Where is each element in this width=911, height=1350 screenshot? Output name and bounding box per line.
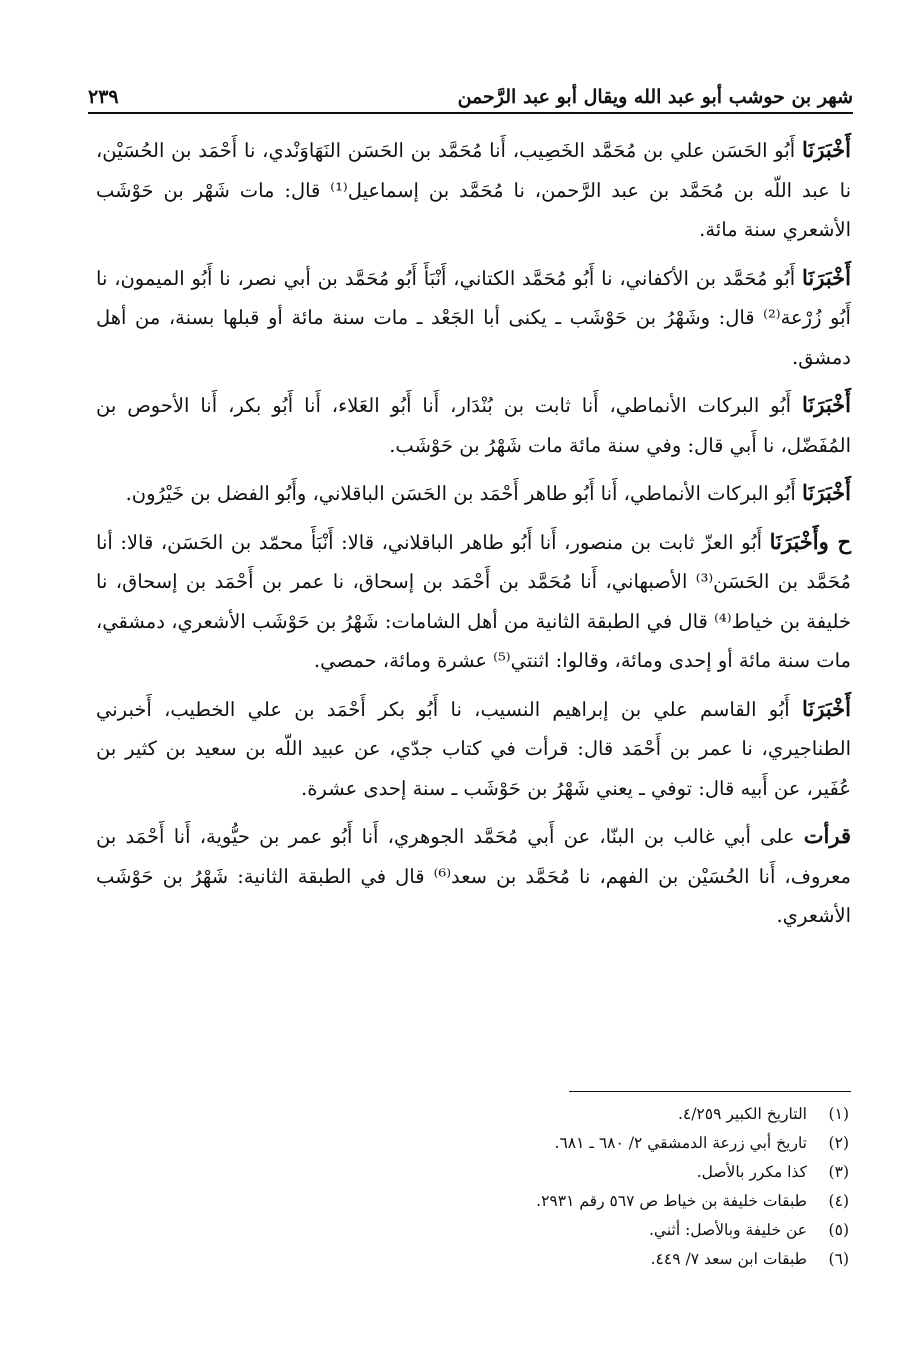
footnote-divider bbox=[569, 1091, 851, 1092]
main-text bbox=[96, 130, 851, 944]
footnote bbox=[100, 1187, 849, 1216]
footnote-text: طبقات ابن سعد ٧/ ٤٤٩. bbox=[650, 1250, 807, 1268]
footnote-number: (١) bbox=[828, 1105, 849, 1123]
paragraph bbox=[96, 522, 851, 681]
footnote bbox=[100, 1245, 849, 1274]
footnote bbox=[100, 1158, 849, 1187]
footnote-number: (٦) bbox=[828, 1250, 849, 1268]
paragraph-text: أَبُو القاسم علي بن إبراهيم النسيب، نا أَبُو بكر أَحْمَد بن علي الخطيب، أَخبرني الطناجيري، نا عمر بن أَحْمَد قال: قرأت في كتاب جدّي، عن عبيد اللّه بن سعيد بن كثير بن عُفَير، عن أَبيه قال: توفي ـ يعني شَهْرُ بن حَوْشَب ـ سنة إحدى عشرة. bbox=[96, 697, 851, 800]
paragraph-text: أَبُو الحَسَن علي بن مُحَمَّد الخَصِيب، أَنا مُحَمَّد بن الحَسَن النَهَاوَنْدي، نا أَحْمَد بن الحُسَيْن، نا عبد اللّه بن مُحَمَّد بن عبد الرَّحمن، نا مُحَمَّد بن إسماعيل⁽¹⁾ قال: مات شَهْر بن حَوْشَب الأشعري سنة مائة. bbox=[96, 139, 851, 241]
footnote-text: كذا مكرر بالأصل. bbox=[696, 1163, 807, 1181]
paragraph-text: أَبُو البركات الأنماطي، أَنا ثابت بن بُنْدَار، أَنا أَبُو العَلاء، أَنا أَبُو بكر، أَنا الأحوص بن المُفَضّل، نا أَبي قال: وفي سنة مائة مات شَهْرُ بن حَوْشَب. bbox=[96, 394, 851, 457]
paragraph-text: أَبُو البركات الأنماطي، أَنا أَبُو طاهر أَحْمَد بن الحَسَن الباقلاني، وأَبُو الفضل بن خَيْرُون. bbox=[125, 482, 803, 505]
paragraph bbox=[96, 689, 851, 809]
paragraph bbox=[96, 258, 851, 378]
paragraph-lead: قرأت bbox=[803, 823, 851, 848]
footnote-text: التاريخ الكبير ٤/٢٥٩. bbox=[677, 1105, 807, 1123]
footnote bbox=[100, 1100, 849, 1129]
paragraph bbox=[96, 385, 851, 465]
paragraph bbox=[96, 816, 851, 936]
page-number: ٢٣٩ bbox=[88, 86, 119, 108]
paragraph-lead: أَخْبَرَنَا bbox=[802, 392, 851, 417]
running-title: شهر بن حوشب أبو عبد الله ويقال أبو عبد الرَّحمن bbox=[457, 86, 853, 108]
footnote-number: (٣) bbox=[828, 1163, 849, 1181]
paragraph-lead: أَخْبَرَنَا bbox=[802, 137, 851, 162]
footnote-text: عن خليفة وبالأصل: أثني. bbox=[649, 1221, 807, 1239]
footnote-text: طبقات خليفة بن خياط ص ٥٦٧ رقم ٢٩٣١. bbox=[536, 1192, 807, 1210]
footnote bbox=[100, 1216, 849, 1245]
paragraph-lead: أَخْبَرَنَا bbox=[802, 264, 851, 290]
footnote-number: (٢) bbox=[828, 1134, 849, 1152]
footnote bbox=[100, 1129, 849, 1158]
paragraph-text: أَبُو مُحَمَّد بن الأكفاني، نا أَبُو مُحَمَّد الكتاني، أَنْبَأَ أَبُو مُحَمَّد بن أبي نصر، نا أَبُو الميمون، نا أَبُو زُرْعة⁽²⁾ قال: وشَهْرُ بن حَوْشَب ـ يكنى أبا الجَعْد ـ مات سنة مائة أو قبلها بسنة، من أهل دمشق. bbox=[96, 266, 851, 369]
paragraph-text: على أبي غالب بن البنّا، عن أَبي مُحَمَّد الجوهري، أَنا أَبُو عمر بن حيُّوية، أَنا أَحْمَد بن معروف، أَنا الحُسَيْن بن الفهم، نا مُحَمَّد بن سعد⁽⁶⁾ قال في الطبقة الثانية: شَهْرُ بن حَوْشَب الأشعري. bbox=[96, 825, 851, 927]
footnotes bbox=[100, 1100, 849, 1274]
paragraph-text: أَبُو العزّ ثابت بن منصور، أَنا أَبُو طاهر الباقلاني، قالا: أَنْبَأَ محمّد بن الحَسَن، قالا: أنا مُحَمَّد بن الحَسَن⁽³⁾ الأصبهاني، أَنا مُحَمَّد بن أَحْمَد بن إسحاق، نا عمر بن أَحْمَد بن إسحاق، نا خليفة بن خياط⁽⁴⁾ قال في الطبقة الثانية من أهل الشامات: شَهْرُ بن حَوْشَب الأشعري، دمشقي، مات سنة مائة أو إحدى ومائة، وقالوا: اثنتي⁽⁵⁾ عشرة ومائة، حمصي. bbox=[96, 530, 851, 672]
footnote-number: (٥) bbox=[828, 1221, 849, 1239]
footnote-text: تاريخ أبي زرعة الدمشقي ٢/ ٦٨٠ ـ ٦٨١. bbox=[554, 1134, 807, 1152]
paragraph bbox=[96, 473, 851, 514]
paragraph-lead: ح وأَخْبَرَنَا bbox=[769, 528, 851, 554]
paragraph bbox=[96, 130, 851, 250]
paragraph-lead: أَخْبَرَنَا bbox=[802, 480, 851, 505]
page-header bbox=[88, 78, 853, 114]
footnote-number: (٤) bbox=[828, 1192, 849, 1210]
paragraph-lead: أَخْبَرَنَا bbox=[802, 695, 851, 721]
